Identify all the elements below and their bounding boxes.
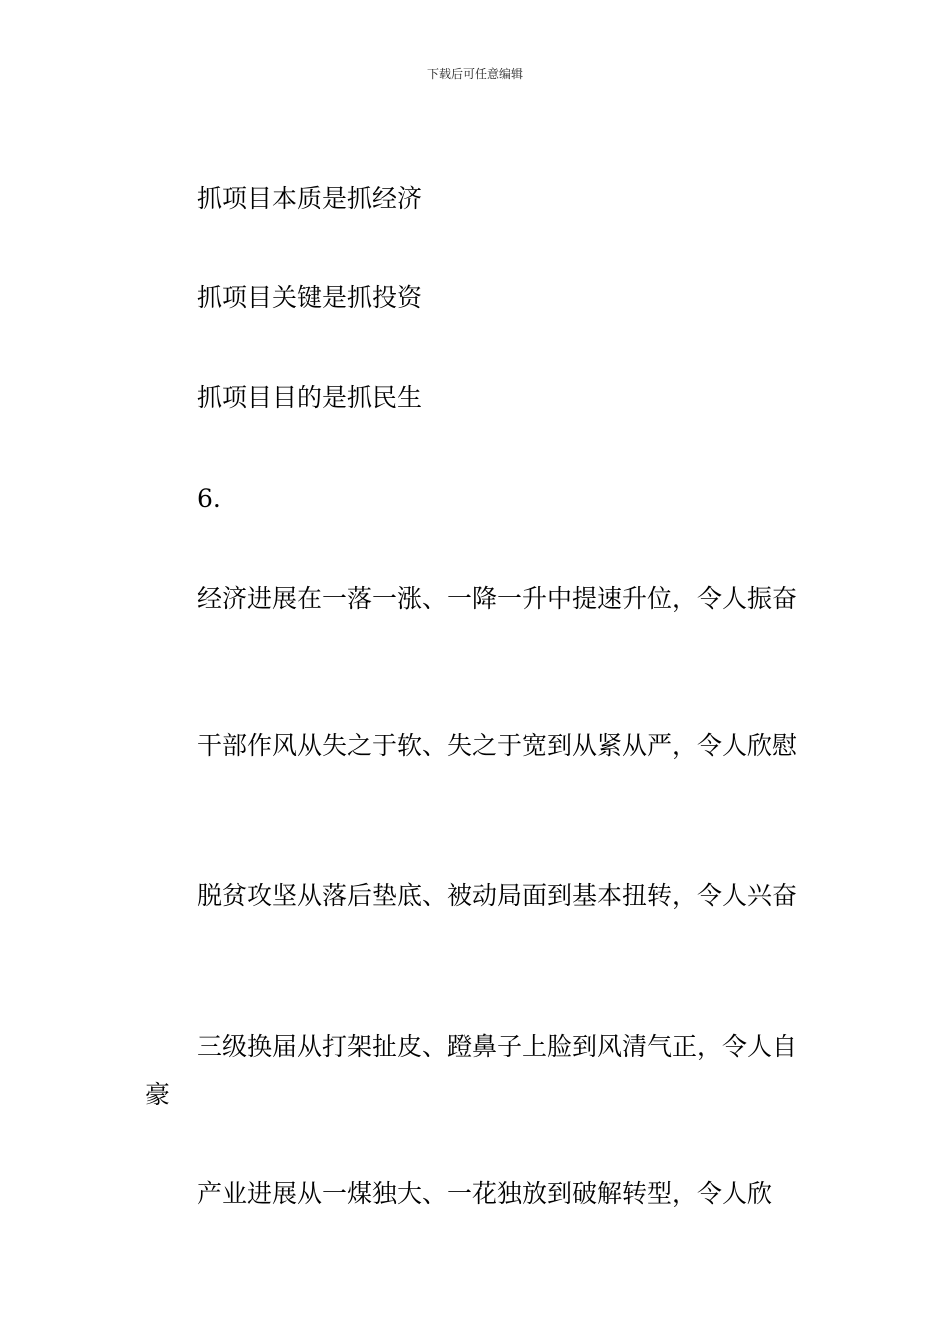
paragraph-9: 产业进展从一煤独大、一花独放到破解转型，令人欣 xyxy=(197,1179,773,1208)
paragraph-2: 抓项目关键是抓投资 xyxy=(197,283,423,312)
paragraph-6: 干部作风从失之于软、失之于宽到从紧从严，令人欣慰 xyxy=(197,731,798,760)
paragraph-8: 三级换届从打架扯皮、蹬鼻子上脸到风清气正，令人自豪 xyxy=(145,1032,798,1109)
paragraph-4: 6. xyxy=(197,484,221,513)
paragraph-7: 脱贫攻坚从落后垫底、被动局面到基本扭转，令人兴奋 xyxy=(197,881,798,910)
page-header: 下载后可任意编辑 xyxy=(426,67,523,81)
paragraph-3: 抓项目目的是抓民生 xyxy=(197,383,423,412)
paragraph-1: 抓项目本质是抓经济 xyxy=(197,184,423,213)
paragraph-5: 经济进展在一落一涨、一降一升中提速升位，令人振奋 xyxy=(197,584,798,613)
